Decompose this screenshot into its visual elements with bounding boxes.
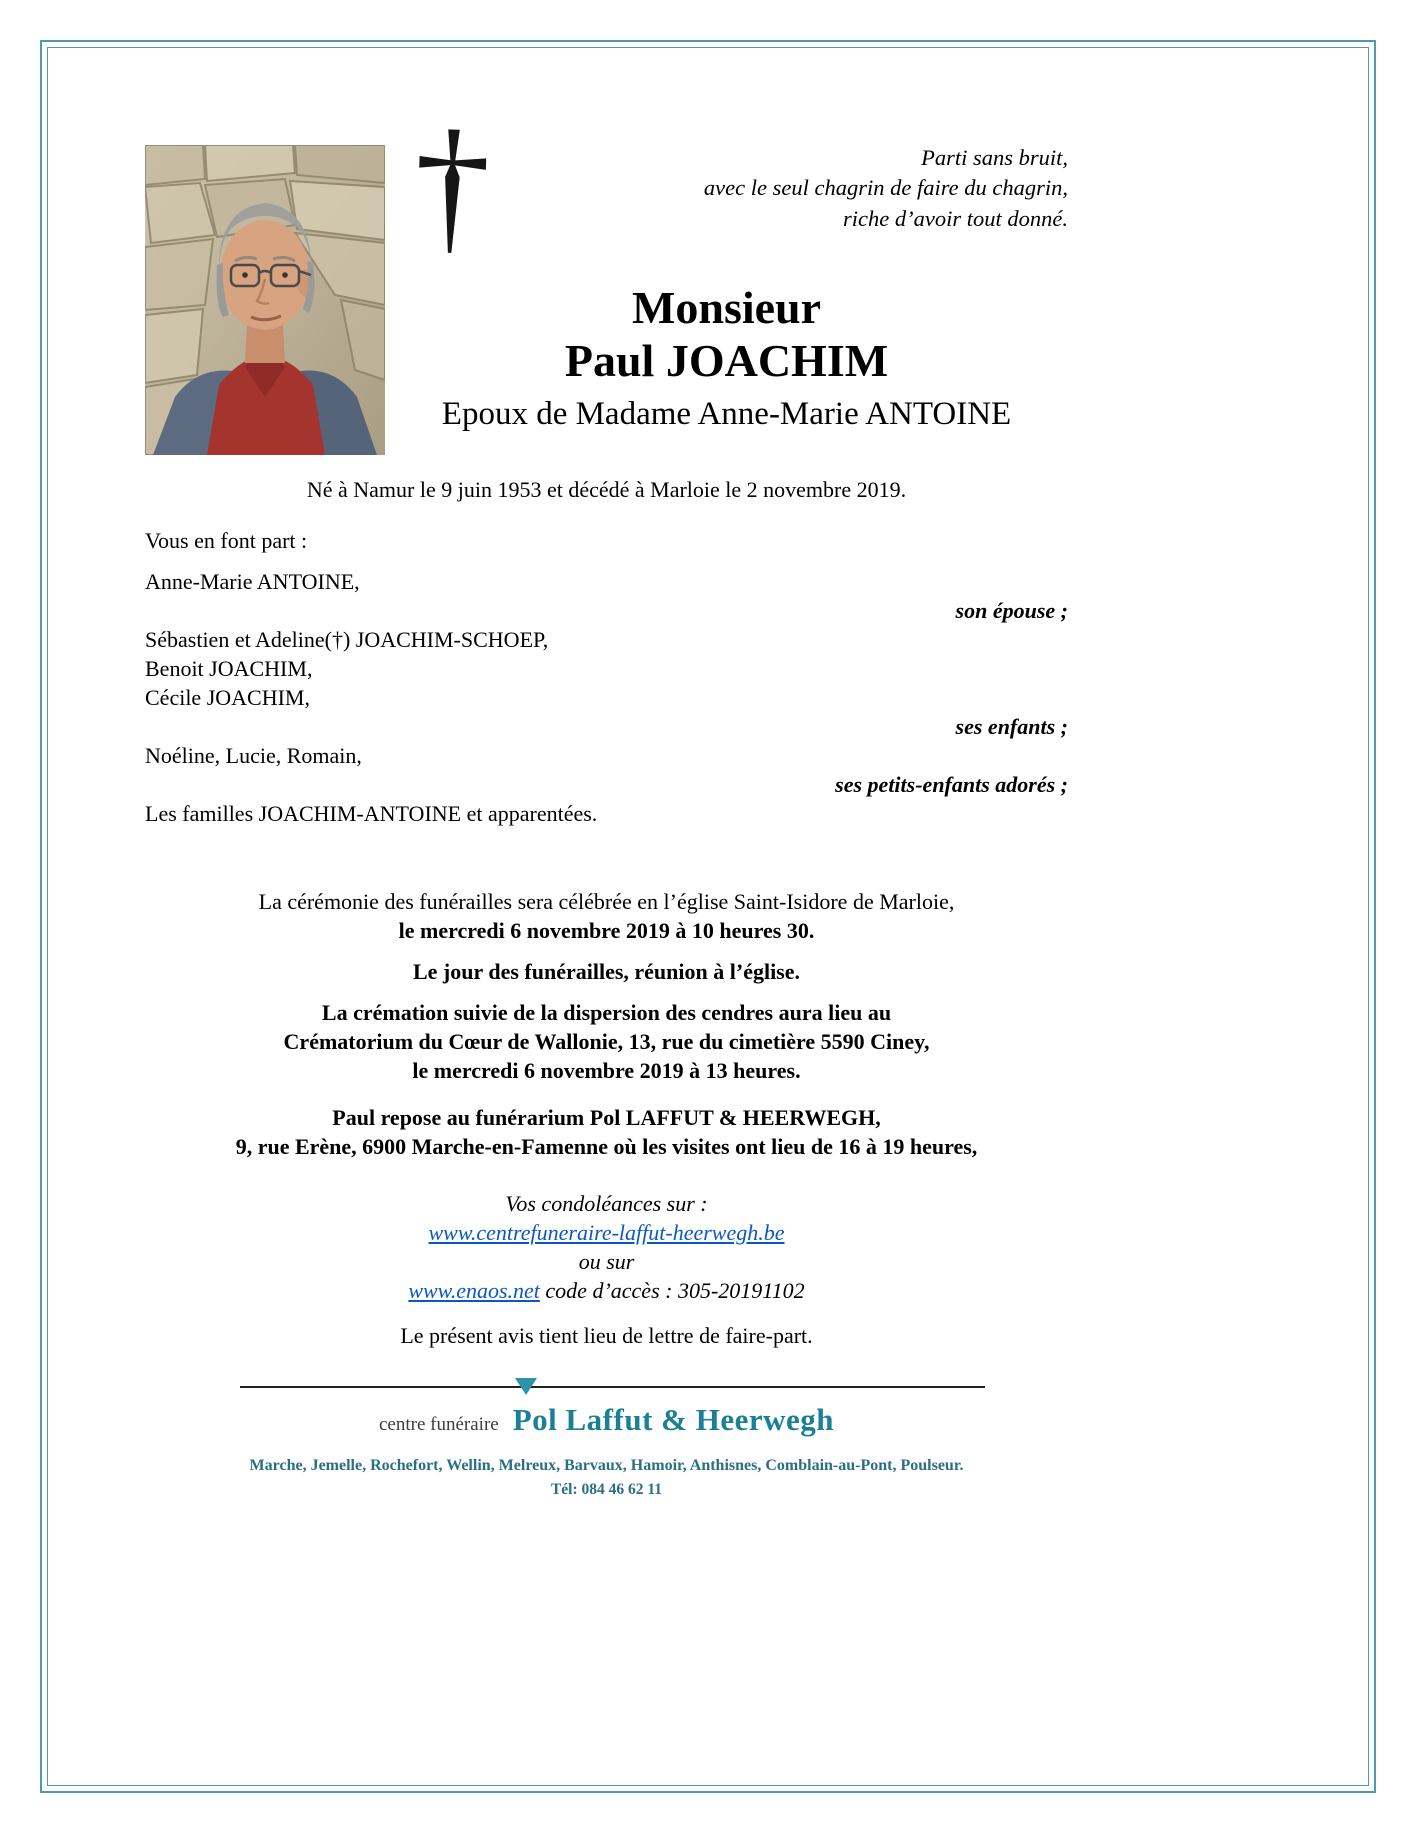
cremation-paragraph <box>145 998 1068 1085</box>
footer-divider <box>240 1386 985 1388</box>
deceased-heading <box>385 282 1068 435</box>
repose-paragraph <box>145 1103 1068 1161</box>
child-name-2: Benoit JOACHIM, <box>145 656 313 682</box>
epitaph-line-3: riche d’avoir tout donné. <box>843 205 1068 231</box>
faire-part-notice: Le présent avis tient lieu de lettre de faire-part. <box>400 1322 813 1348</box>
cremation-line-3: le mercredi 6 novembre 2019 à 13 heures. <box>412 1057 801 1083</box>
deceased-name: Paul JOACHIM <box>564 335 889 387</box>
cremation-line-2: Crématorium du Cœur de Wallonie, 13, rue du cimetière 5590 Ciney, <box>283 1028 930 1054</box>
related-families-line: Les familles JOACHIM-ANTOINE et apparentées. <box>145 801 598 827</box>
brand-name: Pol Laffut & Heerwegh <box>513 1400 834 1441</box>
condolences-link-1[interactable]: www.centrefuneraire-laffut-heerwegh.be <box>428 1219 785 1245</box>
brand-prefix: centre funéraire <box>378 1413 499 1435</box>
cross-icon: † <box>411 98 493 270</box>
footer-phone: Tél: 084 46 62 11 <box>550 1480 663 1498</box>
epitaph-line-2: avec le seul chagrin de faire du chagrin, <box>703 175 1068 201</box>
ceremony-paragraph <box>145 887 1068 945</box>
child-name-1: Sébastien et Adeline(†) JOACHIM-SCHOEP, <box>145 627 549 653</box>
repose-line-1: Paul repose au funérarium Pol LAFFUT & HEERWEGH, <box>332 1104 881 1130</box>
life-dates: Né à Namur le 9 juin 1953 et décédé à Marloie le 2 novembre 2019. <box>306 477 907 503</box>
ceremony-line-2: le mercredi 6 novembre 2019 à 10 heures 30. <box>398 917 815 943</box>
footer-locations: Marche, Jemelle, Rochefort, Wellin, Melreux, Barvaux, Hamoir, Anthisnes, Comblain-au-Pont, Poulseur. <box>249 1456 964 1474</box>
cremation-line-1: La crémation suivie de la dispersion des cendres aura lieu au <box>321 999 892 1025</box>
condolences-link-1-row <box>145 1218 1068 1247</box>
brand-triangle-icon <box>515 1378 537 1395</box>
grandchildren-relation-label: ses petits-enfants adorés ; <box>835 772 1068 798</box>
condolences-or: ou sur <box>578 1248 635 1274</box>
condolences-link-2-row <box>145 1276 1068 1305</box>
funeral-home-brand <box>145 1400 1068 1441</box>
notify-intro: Vous en font part : <box>145 528 308 554</box>
condolences-intro: Vos condoléances sur : <box>505 1190 708 1216</box>
epitaph-quote <box>145 143 1068 234</box>
meeting-line: Le jour des funérailles, réunion à l’église. <box>412 958 801 984</box>
ceremony-line-1: La cérémonie des funérailles sera célébrée en l’église Saint-Isidore de Marloie, <box>258 888 955 914</box>
grandchildren-names: Noéline, Lucie, Romain, <box>145 743 362 769</box>
spouse-relation-label: son épouse ; <box>955 598 1068 624</box>
repose-line-2: 9, rue Erène, 6900 Marche-en-Famenne où les visites ont lieu de 16 à 19 heures, <box>235 1133 978 1159</box>
child-name-3: Cécile JOACHIM, <box>145 685 310 711</box>
deceased-spouse-line: Epoux de Madame Anne-Marie ANTOINE <box>441 395 1012 432</box>
spouse-name: Anne-Marie ANTOINE, <box>145 569 360 595</box>
access-code: code d’accès : 305-20191102 <box>545 1277 805 1303</box>
content-column <box>145 0 1068 1500</box>
epitaph-line-1: Parti sans bruit, <box>921 145 1068 170</box>
condolences-link-2[interactable]: www.enaos.net <box>408 1277 540 1303</box>
children-relation-label: ses enfants ; <box>955 714 1068 740</box>
deceased-title: Monsieur <box>631 282 822 334</box>
